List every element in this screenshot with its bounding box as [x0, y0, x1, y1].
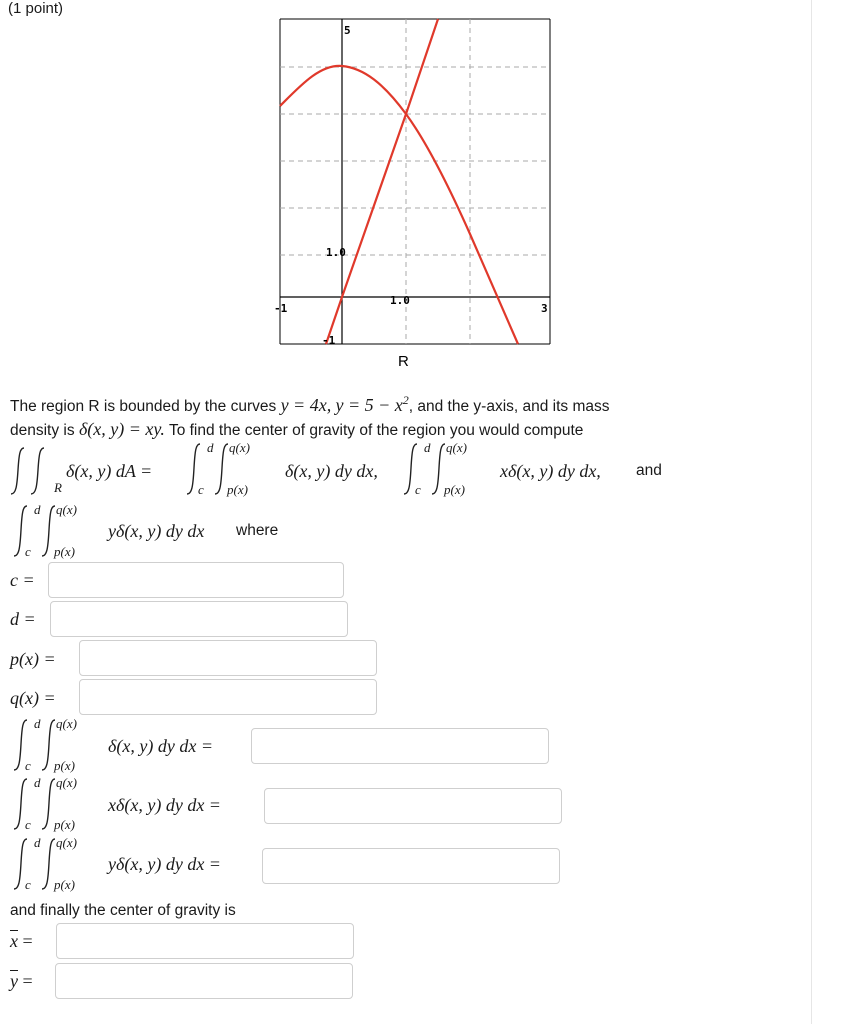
points-label: (1 point)	[8, 0, 64, 17]
where-text: where	[236, 522, 279, 539]
tick-label-y-mid: 1.0	[326, 246, 346, 259]
tick-label-x-right: 3	[541, 302, 548, 315]
double-integral-text: δ(x, y) dA =	[66, 461, 153, 481]
graph-grid	[280, 19, 550, 344]
problem-text: The region R is bounded by the curves	[10, 398, 277, 415]
iterated-integral-mass: d c q(x) p(x)	[183, 440, 283, 500]
p-label: p(x) =	[10, 649, 56, 669]
curve-1: y = 4x,	[280, 395, 332, 415]
finally-text: and finally the center of gravity is	[10, 902, 236, 919]
page-edge	[811, 0, 812, 1024]
mx-input[interactable]	[264, 788, 562, 824]
mass-input[interactable]	[251, 728, 549, 764]
region-subscript: R	[54, 480, 62, 495]
q-input[interactable]	[79, 679, 377, 715]
iterated-integral-mx: d c q(x) p(x)	[400, 440, 500, 500]
iterated-integral-my: d c q(x) p(x)	[10, 502, 110, 562]
line-curve	[326, 19, 438, 344]
tick-label-y-bottom: -1	[322, 334, 336, 347]
problem-line-1	[10, 393, 610, 416]
d-input[interactable]	[50, 601, 348, 637]
problem-text-2: , and the y-axis, and its mass	[408, 398, 610, 415]
my-input[interactable]	[262, 848, 560, 884]
problem-line-2	[10, 419, 583, 440]
answer-integral-mx: d c q(x) p(x)	[10, 775, 110, 835]
mx-integrand-text: xδ(x, y) dy dx,	[500, 461, 601, 481]
c-input[interactable]	[48, 562, 344, 598]
mass-label: δ(x, y) dy dx =	[108, 736, 213, 756]
problem-text-4: To find the center of gravity of the region you would compute	[168, 422, 584, 439]
my-integrand-text: yδ(x, y) dy dx	[108, 521, 205, 541]
tick-label-y-top: 5	[344, 24, 351, 37]
p-input[interactable]	[79, 640, 377, 676]
tick-label-x-left: -1	[274, 302, 288, 315]
and-text: and	[636, 462, 662, 479]
density-function: δ(x, y) = xy.	[78, 419, 165, 439]
d-label: d =	[10, 609, 36, 629]
double-integral-symbol	[10, 446, 70, 498]
region-graph	[260, 14, 560, 374]
xbar-label: $\overline{x}$ =	[10, 931, 33, 951]
tick-label-x-mid: 1.0	[390, 294, 410, 307]
ybar-label: $\overline{y}$ =	[10, 971, 33, 991]
curve-2: $y = 5 - x^2$	[335, 393, 409, 415]
graph-axes	[280, 19, 550, 344]
c-label: c =	[10, 570, 35, 590]
ybar-input[interactable]	[55, 963, 353, 999]
problem-text-3: density is	[10, 422, 75, 439]
answer-integral-my: d c q(x) p(x)	[10, 835, 110, 895]
graph-caption: R	[398, 353, 409, 370]
xbar-input[interactable]	[56, 923, 354, 959]
answer-integral-mass: d c q(x) p(x)	[10, 716, 110, 776]
mx-label: xδ(x, y) dy dx =	[108, 795, 221, 815]
mass-integrand-text: δ(x, y) dy dx,	[285, 461, 378, 481]
q-label: q(x) =	[10, 688, 56, 708]
my-label: yδ(x, y) dy dx =	[108, 854, 221, 874]
